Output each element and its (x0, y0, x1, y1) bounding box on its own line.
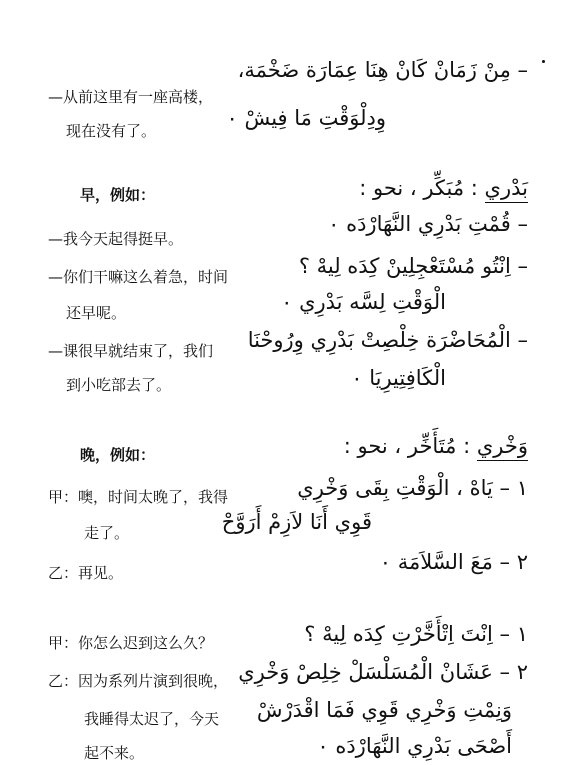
arabic-line: أَصْحَى بَدْرِي النَّهَارْدَه ٠ (317, 734, 512, 758)
chinese-line: 还早呢。 (66, 304, 127, 322)
section-heading: 晚，例如： (80, 446, 156, 464)
chinese-line: —我今天起得挺早。 (48, 230, 184, 248)
section-heading: 早，例如： (80, 186, 156, 204)
arabic-line: ١ – اِنْتَ اِتْأَخَّرْتِ كِدَه لِيهْ ؟ (304, 622, 528, 646)
dialogue-line: 乙：因为系列片演到很晚， (48, 672, 229, 690)
arabic-heading-text: بَدْري : مُبَكِّر ، نحو : (359, 176, 528, 203)
chinese-line: 到小吃部去了。 (66, 376, 172, 394)
chinese-line: —你们干嘛这么着急，时间 (48, 268, 229, 286)
arabic-keyword: بَدْري (485, 176, 528, 203)
dialogue-line: 乙：再见。 (48, 564, 124, 582)
arabic-line: وَنِمْتِ وَخْرِي قَوِي فَمَا اقْدَرْشْ (256, 698, 512, 722)
dialogue-line: 甲：噢，时间太晚了，我得 (48, 488, 229, 506)
chinese-line: —课很早就结束了，我们 (48, 342, 214, 360)
arabic-heading (344, 436, 528, 457)
arabic-line: الْوَقْتِ لِسَّه بَدْرِي ٠ (281, 290, 446, 314)
arabic-line: – الْمُحَاضْرَة خِلْصِتْ بَدْرِي وِرُوحْنَا (247, 328, 528, 352)
arabic-heading (359, 178, 528, 199)
arabic-line: ٢ – مَعَ السَّلاَمَة ٠ (379, 550, 528, 574)
arabic-line: – مِنْ زَمَانْ كَانْ هِنَا عِمَارَة ضَخْمَة، (237, 58, 528, 82)
arabic-line: ٢ – عَشَانْ الْمُسَلْسَلْ خِلِصْ وَخْرِي (238, 660, 528, 684)
stray-mark (542, 60, 545, 63)
dialogue-line: 我睡得太迟了，今天 (84, 710, 220, 728)
dialogue-line: 走了。 (84, 524, 130, 542)
arabic-line: الْكَافِتِيرِيَا ٠ (351, 366, 446, 390)
arabic-keyword: وَخْري (477, 434, 528, 461)
arabic-heading-text: وَخْري : مُتَأَخِّر ، نحو : (344, 434, 528, 461)
arabic-line: قَوِي أَنَا لاَزِمْ أَرَوَّحْ (221, 510, 372, 534)
dialogue-line: 起不来。 (84, 744, 145, 762)
dialogue-line: 甲：你怎么迟到这么久？ (48, 634, 214, 652)
chinese-line: —从前这里有一座高楼， (48, 88, 214, 106)
arabic-line: – قُمْتِ بَدْرِي النَّهَارْدَه ٠ (328, 212, 528, 236)
arabic-line: ١ – يَاهْ ، الْوَقْتِ بِقَى وَخْرِي (297, 476, 528, 500)
chinese-line: 现在没有了。 (66, 122, 157, 140)
arabic-line: وِدِلْوَقْتِ مَا فِيشْ ٠ (226, 106, 386, 130)
arabic-line: – اِنْتُو مُسْتَعْجِلِينْ كِدَه لِيهْ ؟ (298, 254, 528, 278)
